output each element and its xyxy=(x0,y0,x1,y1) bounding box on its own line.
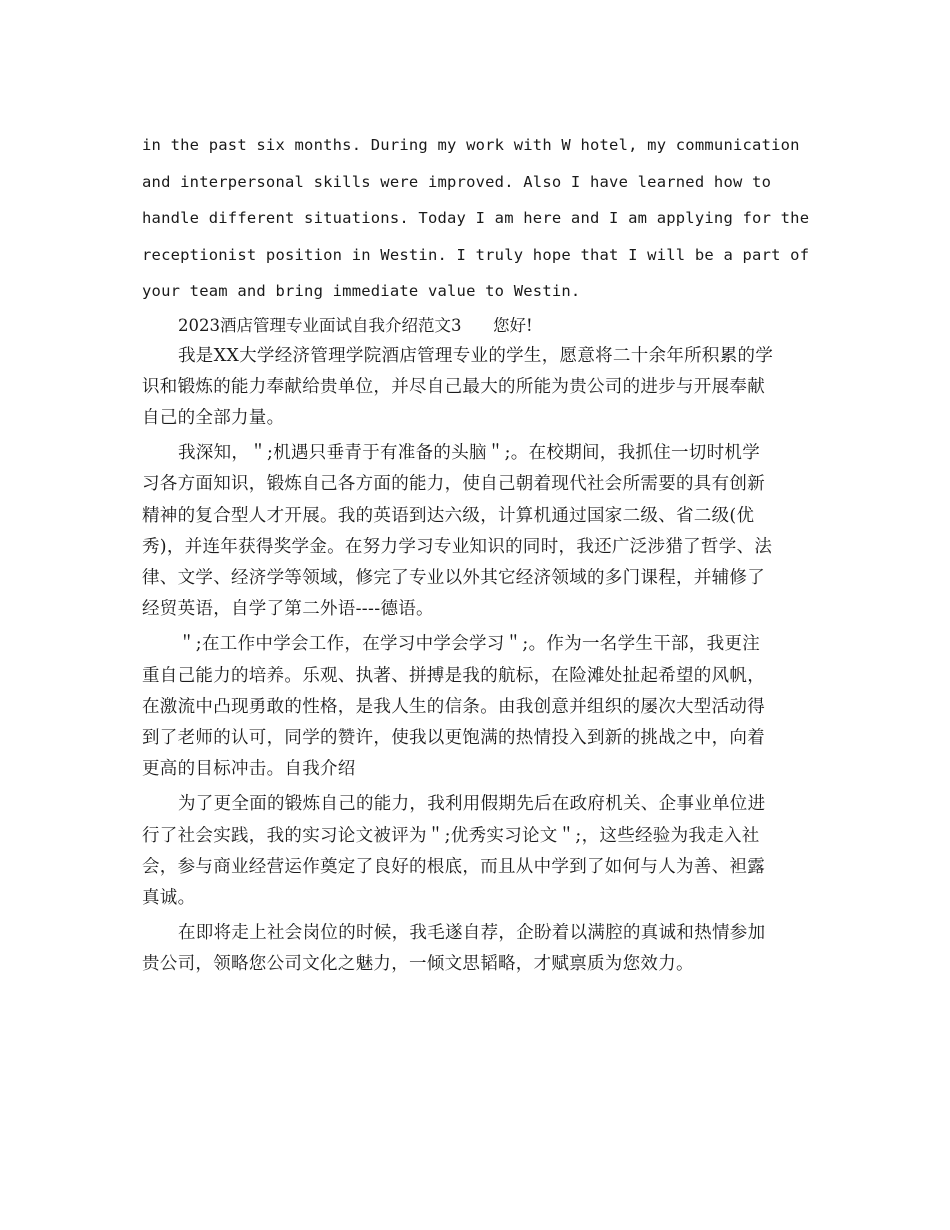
paragraph-line: ＂;在工作中学会工作，在学习中学会学习＂;。作为一名学生干部，我更注 xyxy=(178,634,760,655)
paragraph-line: 经贸英语，自学了第二外语----德语。 xyxy=(142,599,434,620)
paragraph-line: 在即将走上社会岗位的时候，我毛遂自荐，企盼着以满腔的真诚和热情参加 xyxy=(178,923,766,944)
paragraph-line: 在激流中凸现勇敢的性格，是我人生的信条。由我创意并组织的屡次大型活动得 xyxy=(142,696,765,717)
english-line: in the past six months. During my work with W hotel, my communication xyxy=(142,136,800,154)
paragraph-line: 真诚。 xyxy=(142,887,196,908)
paragraph-line: 我是XX大学经济管理学院酒店管理专业的学生，愿意将二十余年所积累的学 xyxy=(178,345,774,366)
paragraph-line: 更高的目标冲击。自我介绍 xyxy=(142,759,356,780)
english-line: receptionist position in Westin. I truly hope that I will be a part of xyxy=(142,245,810,264)
paragraph-line: 到了老师的认可，同学的赞许，使我以更饱满的热情投入到新的挑战之中，向着 xyxy=(142,727,765,748)
english-paragraph xyxy=(142,127,810,310)
paragraph-line: 为了更全面的锻炼自己的能力，我利用假期先后在政府机关、企事业单位进 xyxy=(178,794,766,815)
paragraph-line: 秀)，并连年获得奖学金。在努力学习专业知识的同时，我还广泛涉猎了哲学、法 xyxy=(142,536,773,557)
english-line: handle different situations. Today I am here and I am applying for the xyxy=(142,209,810,227)
paragraph-line: 自己的全部力量。 xyxy=(142,408,285,429)
paragraph-practice xyxy=(142,789,810,914)
paragraph-line: 重自己能力的培养。乐观、执著、拼搏是我的航标，在险滩处扯起希望的风帆， xyxy=(142,665,765,686)
paragraph-line: 我深知，＂;机遇只垂青于有准备的头脑＂;。在校期间，我抓住一切时机学 xyxy=(178,443,760,464)
paragraph-study xyxy=(142,438,810,625)
paragraph-line: 律、文学、经济学等领域，修完了专业以外其它经济领域的多门课程，并辅修了 xyxy=(142,568,765,588)
paragraph-line: 贵公司，领略您公司文化之魅力，一倾文思韬略，才赋禀质为您效力。 xyxy=(142,954,694,975)
paragraph-intro xyxy=(142,341,810,435)
paragraph-line: 习各方面知识，锻炼自己各方面的能力，使自己朝着现代社会所需要的具有创新 xyxy=(142,474,765,495)
paragraph-line: 精神的复合型人才开展。我的英语到达六级，计算机通过国家二级、省二级(优 xyxy=(142,505,755,526)
paragraph-line: 行了社会实践，我的实习论文被评为＂;优秀实习论文＂;，这些经验为我走入社 xyxy=(142,825,760,846)
paragraph-line: 会，参与商业经营运作奠定了良好的根底，而且从中学到了如何与人为善、袒露 xyxy=(142,856,765,877)
english-line: and interpersonal skills were improved. Also I have learned how to xyxy=(142,172,772,191)
english-line: your team and bring immediate value to Westin. xyxy=(142,282,581,300)
paragraph-closing xyxy=(142,918,810,980)
section-heading: 2023酒店管理专业面试自我介绍范文3 您好! xyxy=(178,315,533,335)
paragraph-line: 识和锻炼的能力奉献给贵单位，并尽自己最大的所能为贵公司的进步与开展奉献 xyxy=(142,376,765,397)
document-body xyxy=(142,127,810,980)
paragraph-work xyxy=(142,629,810,785)
